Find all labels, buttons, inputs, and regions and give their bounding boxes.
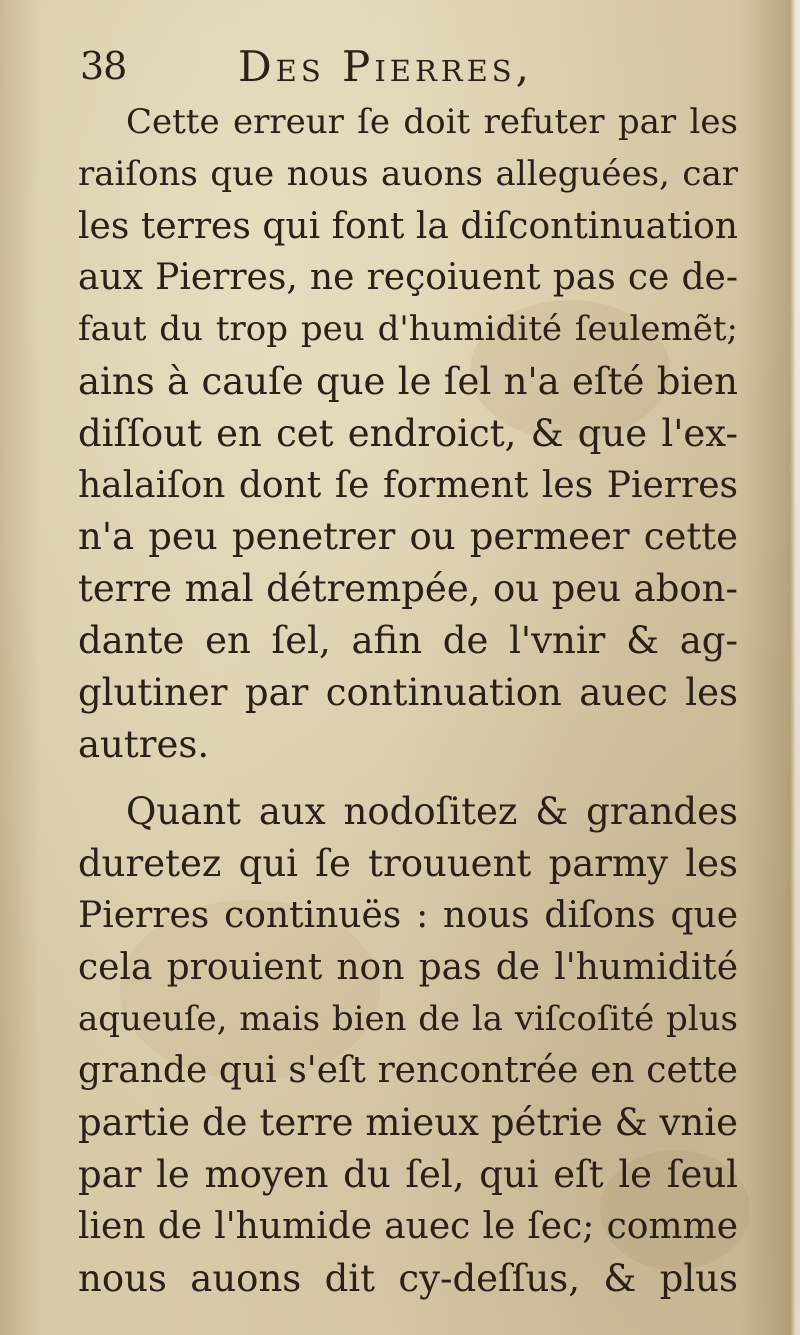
text-line: n'a peu penetrer ou permeer cette xyxy=(78,515,738,559)
paragraph xyxy=(78,786,738,1304)
text-line: partie de terre mieux pétrie & vnie xyxy=(78,1101,738,1145)
text-line: terre mal détrempée, ou peu abon- xyxy=(78,567,738,611)
paragraph-gap xyxy=(78,770,738,786)
text-line: Pierres continuës : nous diſons que xyxy=(78,894,738,936)
text-line: lien de l'humide auec le ſec; comme xyxy=(78,1205,738,1247)
text-line: duretez qui ſe trouuent parmy les xyxy=(78,842,738,886)
paragraph xyxy=(78,97,738,770)
text-line: glutiner par continuation auec les xyxy=(78,670,738,714)
text-line: Cette erreur ſe doit refuter par les xyxy=(126,102,738,142)
text-line: aux Pierres, ne reçoiuent pas ce de- xyxy=(78,257,738,299)
text-line: Quant aux nodoſitez & grandes xyxy=(126,790,738,834)
text-line: autres. xyxy=(78,722,210,766)
text-line: dante en ſel, afin de l'vnir & ag- xyxy=(78,618,738,662)
text-line: les terres qui font la diſcontinuation xyxy=(78,205,738,247)
text-line: par le moyen du ſel, qui eſt le ſeul xyxy=(78,1152,738,1196)
body-text xyxy=(78,97,738,1304)
text-line: cela prouient non pas de l'humidité xyxy=(78,946,738,988)
text-line: halaiſon dont ſe forment les Pierres xyxy=(78,464,738,506)
text-line: nous auons dit cy-deſſus, & plus xyxy=(78,1256,738,1300)
text-line: ains à cauſe que le ſel n'a eſté bien xyxy=(78,359,738,403)
text-line: faut du trop peu d'humidité ſeulemẽt; xyxy=(78,309,738,350)
running-head: Des Pierres, xyxy=(238,42,534,91)
text-line: diſſout en cet endroict, & que l'ex- xyxy=(78,411,738,455)
page-number: 38 xyxy=(80,44,127,88)
text-line: aqueuſe, mais bien de la viſcoſité plus xyxy=(78,998,738,1039)
text-line: raiſons que nous auons alleguées, car xyxy=(78,153,738,194)
page-header xyxy=(78,40,738,100)
text-line: grande qui s'eſt rencontrée en cette xyxy=(78,1050,738,1092)
